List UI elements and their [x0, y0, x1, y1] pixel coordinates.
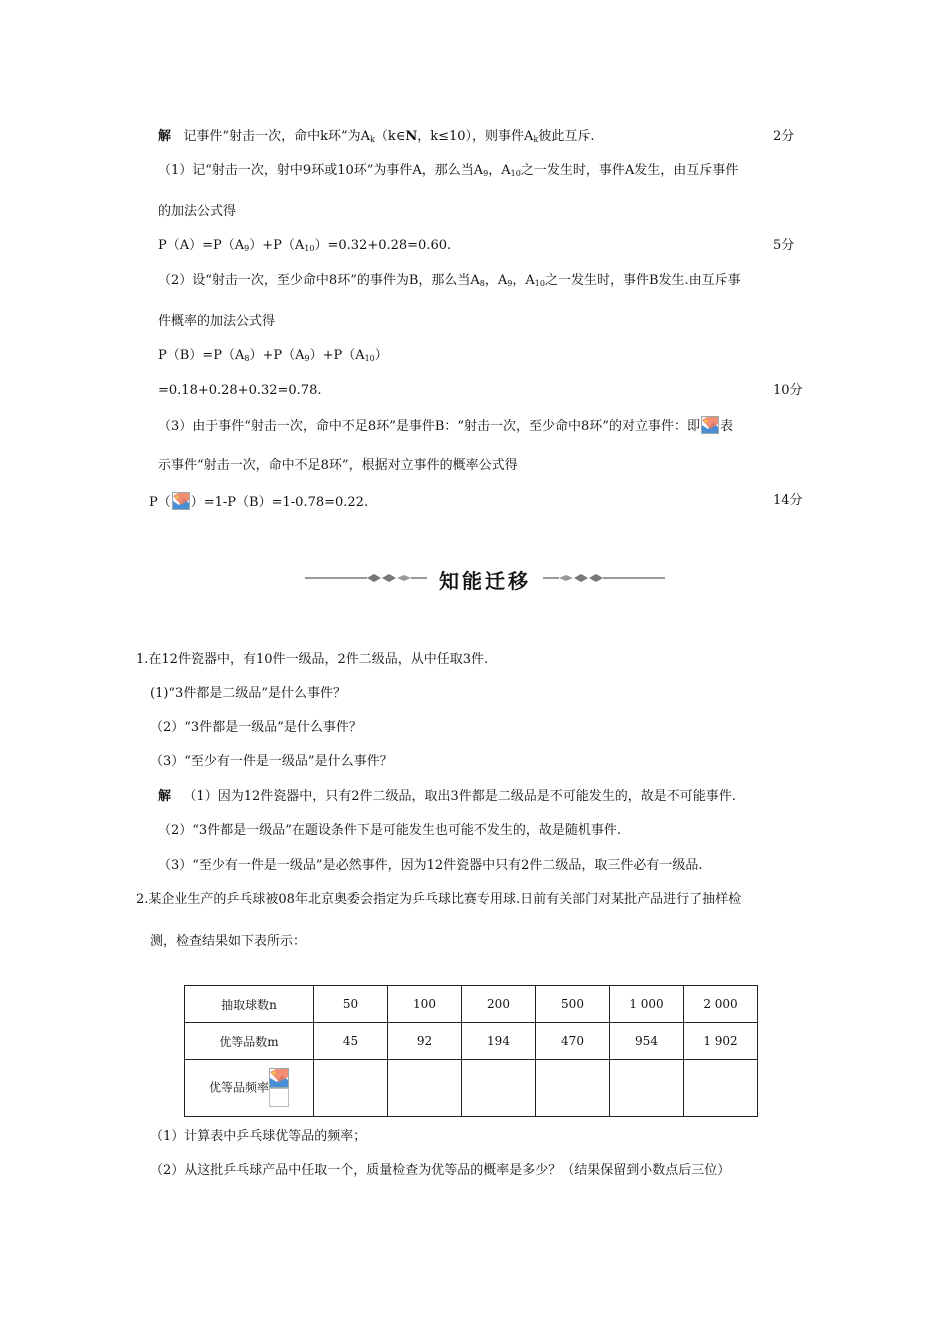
table-cell: 92 — [388, 1023, 462, 1060]
solution-line-9: （3）由于事件“射击一次，命中不足8环”是事件B：“射击一次，至少命中8环”的对立事件：即 表 — [158, 416, 733, 436]
table-cell: 1 902 — [684, 1023, 758, 1060]
solution-line-10: 示事件“射击一次，命中不足8环”，根据对立事件的概率公式得 — [158, 458, 518, 473]
table-cell: 1 000 — [610, 986, 684, 1023]
table-header-cell: 抽取球数n — [185, 986, 314, 1023]
solution-line-3: 的加法公式得 — [158, 204, 237, 219]
section-title: 知能迁移 — [439, 569, 531, 593]
solution-line-1: 解 记事件“射击一次，命中k环”为$A_k(k\in N$，k≤10），则事件$A_k$彼此互斥. — [158, 129, 595, 144]
table-cell — [684, 1060, 758, 1117]
table-cell: 45 — [314, 1023, 388, 1060]
solution-line-5: （2）设“射击一次，至少命中8环”的事件为B，那么当$A_8$，$A_9$，$A_{10}$之一发生时，事件B发生.由互斥事 — [158, 273, 741, 288]
broken-image-icon — [269, 1068, 289, 1108]
table-header-cell: 优等品频率 — [185, 1060, 314, 1117]
table-cell: 954 — [610, 1023, 684, 1060]
broken-image-icon — [172, 492, 190, 510]
sampling-table — [184, 985, 758, 1117]
q2-stem-line-1: 2.某企业生产的乒乓球被08年北京奥委会指定为乒乓球比赛专用球.日前有关部门对某批产品进行了抽样检 — [136, 892, 742, 907]
section-banner — [305, 562, 665, 594]
table-cell — [462, 1060, 536, 1117]
q1-part-2: （2）“3件都是一级品”是什么事件？ — [150, 720, 362, 735]
score-10: 10分 — [773, 383, 803, 398]
score-5: 5分 — [773, 238, 795, 253]
solution-line-4: $P(A)=P(A_9)+P(A_{10})=0.32+0.28=0.60$. — [158, 238, 452, 253]
solution-label: 解 — [158, 129, 172, 144]
q1-stem: 1.在12件瓷器中，有10件一级品，2件二级品，从中任取3件. — [136, 652, 489, 667]
table-cell — [610, 1060, 684, 1117]
q1-part-3: （3）“至少有一件是一级品”是什么事件？ — [150, 754, 393, 769]
solution-line-8: =0.18+0.28+0.32=0.78. — [158, 383, 322, 398]
q1-part-1: (1)“3件都是二级品”是什么事件？ — [150, 686, 346, 701]
table-cell: 194 — [462, 1023, 536, 1060]
table-cell — [536, 1060, 610, 1117]
table-cell — [314, 1060, 388, 1117]
table-cell: 500 — [536, 986, 610, 1023]
table-header-cell: 优等品数m — [185, 1023, 314, 1060]
q1-solution-2: （2）“3件都是一级品”在题设条件下是可能发生也可能不发生的，故是随机事件. — [158, 823, 621, 838]
q1-solution-3: （3）“至少有一件是一级品”是必然事件，因为12件瓷器中只有2件二级品，取三件必有一级品. — [158, 858, 703, 873]
table-cell: 200 — [462, 986, 536, 1023]
q2-part-1: （1）计算表中乒乓球优等品的频率； — [150, 1129, 367, 1144]
table-cell — [388, 1060, 462, 1117]
solution-label: 解 — [158, 789, 172, 804]
table-row — [185, 1060, 758, 1117]
table-cell: 100 — [388, 986, 462, 1023]
table-cell: 2 000 — [684, 986, 758, 1023]
solution-line-6: 件概率的加法公式得 — [158, 314, 276, 329]
solution-line-2: （1）记“射击一次，射中9环或10环”为事件A，那么当$A_9$，$A_{10}$之一发生时，事件A发生，由互斥事件 — [158, 163, 739, 178]
q1-solution-1: 解 （1）因为12件瓷器中，只有2件二级品，取出3件都是二级品是不可能发生的，故是不可能事件. — [158, 789, 736, 804]
q2-stem-line-2: 测，检查结果如下表所示： — [150, 934, 307, 949]
table-cell: 470 — [536, 1023, 610, 1060]
solution-line-7: $P(B)=P(A_8)+P(A_9)+P(A_{10})$ — [158, 348, 388, 363]
table-cell: 50 — [314, 986, 388, 1023]
score-2: 2分 — [773, 129, 795, 144]
score-14: 14分 — [773, 493, 803, 508]
table-row — [185, 986, 758, 1023]
broken-image-icon — [701, 416, 719, 434]
table-row — [185, 1023, 758, 1060]
solution-line-11: P（ ）=1-P（B）=1-0.78=0.22. — [149, 492, 368, 512]
q2-part-2: （2）从这批乒乓球产品中任取一个，质量检查为优等品的概率是多少？（结果保留到小数点后三位） — [150, 1163, 731, 1178]
